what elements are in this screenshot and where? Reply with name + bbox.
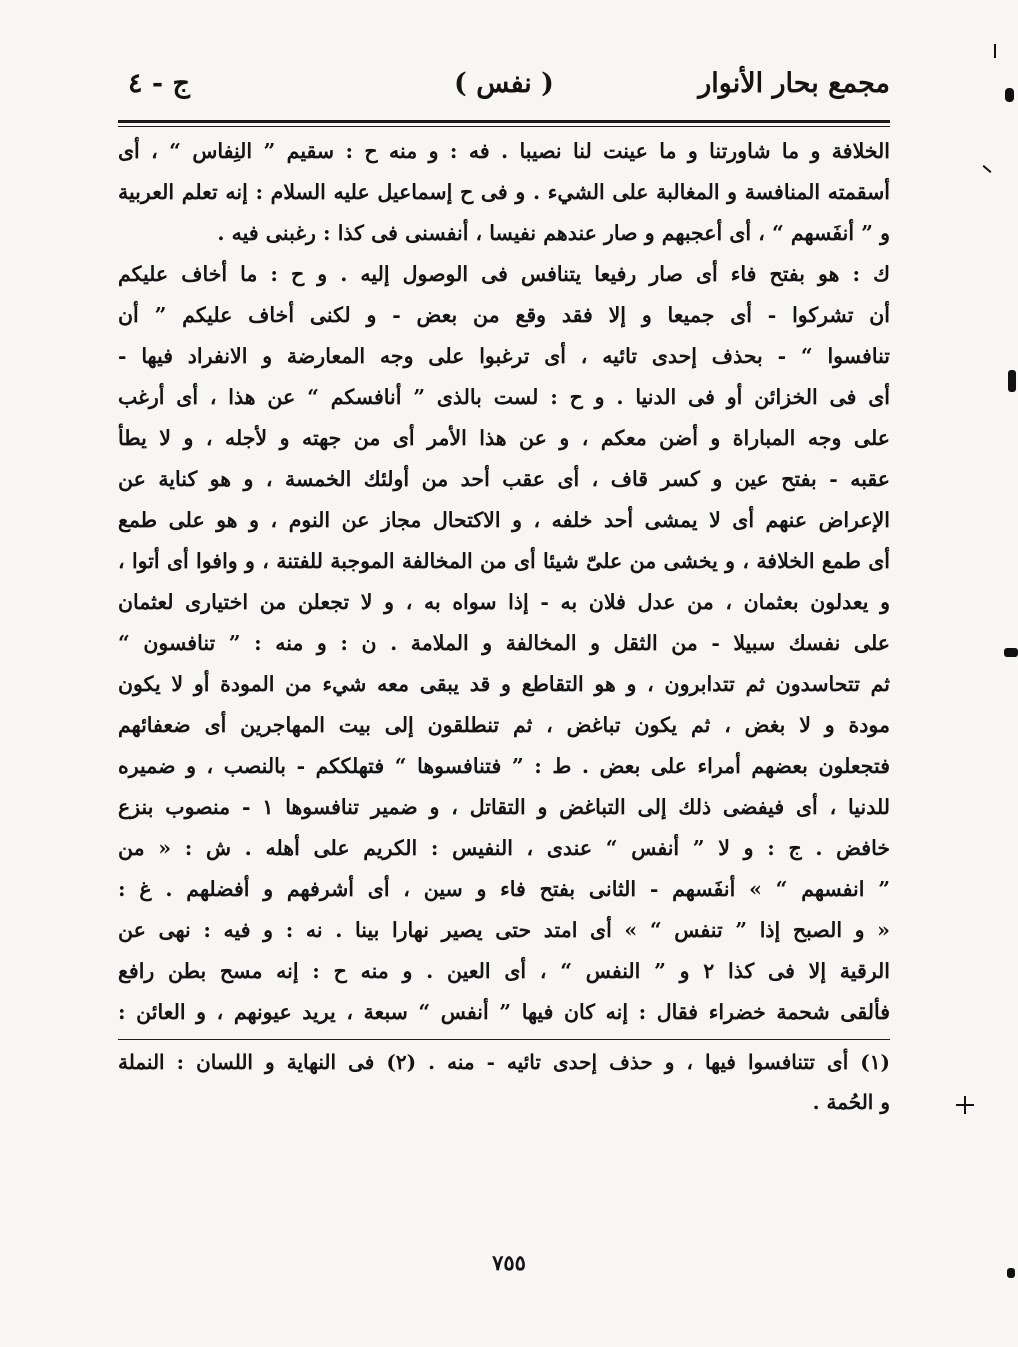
body-text (118, 131, 890, 1033)
scan-speck (983, 165, 992, 173)
text-line: الإعراض عنهم أى لا يمشى أحد خلفه ، و الاكتحال مجاز عن النوم ، و هو على طمع (118, 508, 890, 532)
footnotes (118, 1042, 890, 1122)
header-rule-thin (118, 126, 890, 127)
text-line: مودة و لا بغض ، ثم يكون تباغض ، ثم تنطلقون إلى بيت المهاجرين أى ضعفائهم (118, 713, 890, 737)
text-line: « و الصبح إذا ” تنفس “ » أى امتد حتى يصير نهارا بينا . نه : و فيه : نهى عن (118, 918, 890, 942)
page (118, 62, 890, 1122)
text-line: عقبه - بفتح عين و كسر قاف ، أى عقب أحد من أولئك الخمسة ، و هو كناية عن (118, 467, 890, 491)
scan-speck (994, 44, 996, 58)
scan-speck (964, 1096, 966, 1114)
header-rule-thick (118, 120, 890, 123)
text-line: أن تشركوا - أى جميعا و إلا فقد وقع من بعض - و لكنى أخاف عليكم ” أن (118, 303, 890, 327)
scan-speck (1008, 370, 1016, 392)
text-line: ثم تتحاسدون ثم تتدابرون ، و هو التقاطع و قد يبقى معه شيء من المودة أو لا يكون (118, 672, 890, 696)
scan-speck (1004, 648, 1018, 657)
text-line: على وجه المباراة و أضن معكم ، و عن هذا الأمر أى من جهته و لأجله ، و لا يطأ (118, 426, 890, 450)
text-line: الخلافة و ما شاورتنا و ما عينت لنا نصيبا . فه : و منه ح : سقيم ” النِفاس “ ، أى (118, 139, 890, 163)
text-line: على نفسك سبيلا - من الثقل و المخالفة و الملامة . ن : و منه : ” تنافسون “ (118, 631, 890, 655)
text-line: و يعدلون بعثمان ، من عدل فلان به - إذا سواه به ، و لا تجعلن من اختيارى لعثمان (118, 590, 890, 614)
text-line: أسقمته المنافسة و المغالبة على الشيء . و فى ح إسماعيل عليه السلام : إنه تعلم العربية (118, 180, 890, 204)
text-line: أى فى الخزائن أو فى الدنيا . و ح : لست بالذى ” أنافسكم “ عن هذا ، أى أرغب (118, 385, 890, 409)
book-title: مجمع بحار الأنوار (698, 68, 890, 99)
text-line: أى طمع الخلافة ، و يخشى من علىّ شيئا أى من المخالفة الموجبة للفتنة ، و وافوا أى أتوا ، (118, 549, 890, 573)
page-number: ٧٥٥ (492, 1250, 526, 1275)
running-head (118, 62, 890, 114)
text-line: ” انفسهم “ » أنفَسهم - الثانى بفتح فاء و سين ، أى أشرفهم و أفضلهم . غ : (118, 877, 890, 901)
scan-speck (1007, 1268, 1015, 1278)
volume-number: ج - ٤ (128, 68, 190, 99)
text-line: تنافسوا “ - بحذف إحدى تائيه ، أى ترغبوا على وجه المعارضة و الانفراد فيها - (118, 344, 890, 368)
text-line: ك : هو بفتح فاء أى صار رفيعا يتنافس فى الوصول إليه . و ح : ما أخاف عليكم (118, 262, 890, 286)
text-line: الرقية إلا فى كذا ٢ و ” النفس “ ، أى العين . و منه ح : إنه مسح بطن رافع (118, 959, 890, 983)
scan-speck (1005, 88, 1014, 102)
text-line: فتجعلون بعضهم أمراء على بعض . ط : ” فتنافسوها “ فتهلككم - بالنصب ، و ضميره (118, 754, 890, 778)
text-line: خافض . ج : و لا ” أنفس “ عندى ، النفيس : الكريم على أهله . ش : « من (118, 836, 890, 860)
footnote-rule (118, 1039, 890, 1040)
text-line: للدنيا ، أى فيفضى ذلك إلى التباغض و التقاتل ، و ضمير تنافسوها ١ - منصوب بنزع (118, 795, 890, 819)
entry-heading: ( نفس ) (454, 68, 554, 99)
text-line: و ” أنفَسهم “ ، أى أعجبهم و صار عندهم نفيسا ، أنفسنى فى كذا : رغبنى فيه . (217, 221, 890, 245)
text-line: فألقى شحمة خضراء فقال : إنه كان فيها ” أنفس “ سبعة ، يريد عيونهم ، و العائن : (118, 1000, 890, 1024)
footnote-line: (١) أى تتنافسوا فيها ، و حذف إحدى تائيه - منه . (٢) فى النهاية و اللسان : النملة (118, 1050, 890, 1074)
footnote-line: و الحُمة . (812, 1090, 890, 1114)
